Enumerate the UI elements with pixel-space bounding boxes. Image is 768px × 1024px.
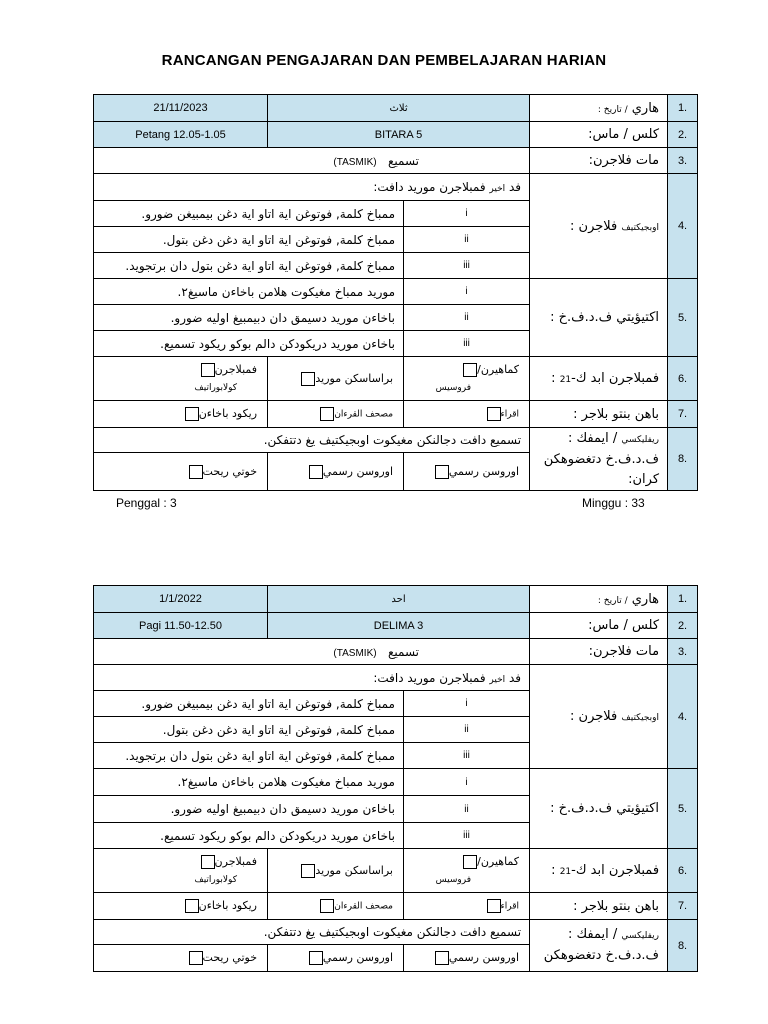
label-mata: مات فلاجرن:: [530, 639, 668, 665]
row-number-8: 8.: [668, 920, 698, 972]
checkbox[interactable]: [185, 407, 199, 421]
roman-iii: iii: [404, 253, 530, 279]
row-number-2: 2.: [668, 122, 698, 148]
bahan-option-mushaf: مصحف القرءان: [268, 401, 404, 428]
row-number-4: 4.: [668, 174, 698, 279]
label-abad21: فمبلاجرن ابد ك-21 :: [530, 357, 668, 401]
objective-iii: ممباخ كلمة, فوتوغن اية اتاو اية دغن بتول دان برتجويد.: [94, 743, 404, 769]
bahan-option-rekod: ريكود باخاءن: [94, 893, 268, 920]
checkbox[interactable]: [301, 372, 315, 386]
objective-intro: فد اخير فمبلاجرن موريد دافت:: [94, 174, 530, 201]
roman-ii: ii: [404, 227, 530, 253]
checkbox[interactable]: [487, 407, 501, 421]
activity-i: موريد ممباخ مغيكوت هلامن باخاءن ماسيغ٢.: [94, 769, 404, 796]
checkbox[interactable]: [463, 855, 477, 869]
checkbox[interactable]: [487, 899, 501, 913]
row-number-1: 1.: [668, 95, 698, 122]
roman-iii: iii: [404, 823, 530, 849]
label-hari: هاري / تاريخ :: [530, 95, 668, 122]
roman-ii: ii: [404, 796, 530, 823]
row-number-2: 2.: [668, 613, 698, 639]
label-refleksi: ريفليكسي / ايمفك : ف.د.ف.خ دتغضوهكن: [530, 920, 668, 972]
row-number-6: 6.: [668, 849, 698, 893]
checkbox[interactable]: [201, 363, 215, 377]
checkbox[interactable]: [463, 363, 477, 377]
activity-i: موريد ممباخ مغيكوت هلامن باخاءن ماسيغ٢.: [94, 279, 404, 305]
checkbox[interactable]: [320, 899, 334, 913]
row-number-1: 1.: [668, 586, 698, 613]
label-bahan: باهن بنتو بلاجر :: [530, 893, 668, 920]
checkbox[interactable]: [189, 465, 203, 479]
label-objektif: اوبجيكتيف فلاجرن :: [530, 174, 668, 279]
row-number-3: 3.: [668, 148, 698, 174]
row-number-7: 7.: [668, 401, 698, 428]
activity-iii: باخاءن موريد دريكودكن دالم بوكو ريكود تسميع.: [94, 331, 404, 357]
refleksi-option-cuti: خوتي ريحت: [94, 945, 268, 972]
activity-iii: باخاءن موريد دريكودكن دالم بوكو ريكود تسميع.: [94, 823, 404, 849]
label-hari: هاري / تاريخ :: [530, 586, 668, 613]
page-title: RANCANGAN PENGAJARAN DAN PEMBELAJARAN HARIAN: [161, 52, 607, 69]
date-cell: 1/1/2022: [94, 586, 268, 613]
abad-option-kemahiran: كماهيرن/ فروسيس: [404, 849, 530, 893]
roman-i: i: [404, 769, 530, 796]
objective-i: ممباخ كلمة, فوتوغن اية اتاو اية دغن بيمبيغن ضورو.: [94, 201, 404, 227]
objective-ii: ممباخ كلمة, فوتوغن اية اتاو اية دغن دغن بتول.: [94, 717, 404, 743]
bahan-option-iqra: اقراء: [404, 401, 530, 428]
label-refleksi: ريفليكسي / ايمفك : ف.د.ف.خ دتغضوهكن كران:: [530, 428, 668, 491]
checkbox[interactable]: [435, 465, 449, 479]
bahan-option-rekod: ريكود باخاءن: [94, 401, 268, 428]
refleksi-option-rasmi-1: اوروسن رسمي: [404, 945, 530, 972]
row-number-6: 6.: [668, 357, 698, 401]
refleksi-option-cuti: خوتي ريحت: [94, 453, 268, 491]
class-cell: DELIMA 3: [268, 613, 530, 639]
refleksi-text: تسميع دافت دجالنكن مغيكوت اوبجيكتيف يغ دتتفكن.: [94, 428, 530, 453]
abad-option-kolaboratif: فمبلاجرن كولابوراتيف: [94, 357, 268, 401]
checkbox[interactable]: [309, 465, 323, 479]
checkbox[interactable]: [189, 951, 203, 965]
day-cell: ثلاث: [268, 95, 530, 122]
roman-iii: iii: [404, 331, 530, 357]
abad-option-murid: براساسكن موريد: [268, 357, 404, 401]
date-cell: 21/11/2023: [94, 95, 268, 122]
row-number-8: 8.: [668, 428, 698, 491]
label-abad21: فمبلاجرن ابد ك-21 :: [530, 849, 668, 893]
checkbox[interactable]: [320, 407, 334, 421]
label-aktiviti: اكتيؤيتي ف.د.ف.خ :: [530, 279, 668, 357]
roman-i: i: [404, 279, 530, 305]
abad-option-kolaboratif: فمبلاجرن كولابوراتيف: [94, 849, 268, 893]
row-number-3: 3.: [668, 639, 698, 665]
bahan-option-mushaf: مصحف القرءان: [268, 893, 404, 920]
row-number-5: 5.: [668, 769, 698, 849]
label-objektif: اوبجيكتيف فلاجرن :: [530, 665, 668, 769]
minggu-label: Minggu : 33: [582, 496, 645, 510]
time-cell: Petang 12.05-1.05: [94, 122, 268, 148]
bahan-option-iqra: اقراء: [404, 893, 530, 920]
checkbox[interactable]: [301, 864, 315, 878]
objective-i: ممباخ كلمة, فوتوغن اية اتاو اية دغن بيمبيغن ضورو.: [94, 691, 404, 717]
objective-iii: ممباخ كلمة, فوتوغن اية اتاو اية دغن بتول دان برتجويد.: [94, 253, 404, 279]
roman-ii: ii: [404, 305, 530, 331]
roman-i: i: [404, 201, 530, 227]
roman-i: i: [404, 691, 530, 717]
checkbox[interactable]: [201, 855, 215, 869]
objective-intro: فد اخير فمبلاجرن موريد دافت:: [94, 665, 530, 691]
abad-option-kemahiran: كماهيرن/ فروسيس: [404, 357, 530, 401]
day-cell: احد: [268, 586, 530, 613]
label-bahan: باهن بنتو بلاجر :: [530, 401, 668, 428]
abad-option-murid: براساسكن موريد: [268, 849, 404, 893]
label-kelas: كلس / ماس:: [530, 613, 668, 639]
roman-iii: iii: [404, 743, 530, 769]
row-number-7: 7.: [668, 893, 698, 920]
checkbox[interactable]: [435, 951, 449, 965]
activity-ii: باخاءن موريد دسيمق دان دبيمبيغ اوليه ضورو.: [94, 305, 404, 331]
class-cell: BITARA 5: [268, 122, 530, 148]
row-number-5: 5.: [668, 279, 698, 357]
objective-ii: ممباخ كلمة, فوتوغن اية اتاو اية دغن دغن بتول.: [94, 227, 404, 253]
lesson-plan-table-2: [93, 585, 698, 972]
checkbox[interactable]: [309, 951, 323, 965]
subject-cell: تسميع (TASMIK): [94, 639, 530, 665]
row-number-4: 4.: [668, 665, 698, 769]
roman-ii: ii: [404, 717, 530, 743]
refleksi-text: تسميع دافت دجالنكن مغيكوت اوبجيكتيف يغ دتتفكن.: [94, 920, 530, 945]
subject-cell: تسميع (TASMIK): [94, 148, 530, 174]
label-mata: مات فلاجرن:: [530, 148, 668, 174]
activity-ii: باخاءن موريد دسيمق دان دبيمبيغ اوليه ضورو.: [94, 796, 404, 823]
refleksi-option-rasmi-1: اوروسن رسمي: [404, 453, 530, 491]
label-aktiviti: اكتيؤيتي ف.د.ف.خ :: [530, 769, 668, 849]
lesson-plan-table-1: [93, 94, 698, 491]
refleksi-option-rasmi-2: اوروسن رسمي: [268, 945, 404, 972]
penggal-label: Penggal : 3: [116, 496, 177, 510]
refleksi-option-rasmi-2: اوروسن رسمي: [268, 453, 404, 491]
checkbox[interactable]: [185, 899, 199, 913]
time-cell: Pagi 11.50-12.50: [94, 613, 268, 639]
label-kelas: كلس / ماس:: [530, 122, 668, 148]
